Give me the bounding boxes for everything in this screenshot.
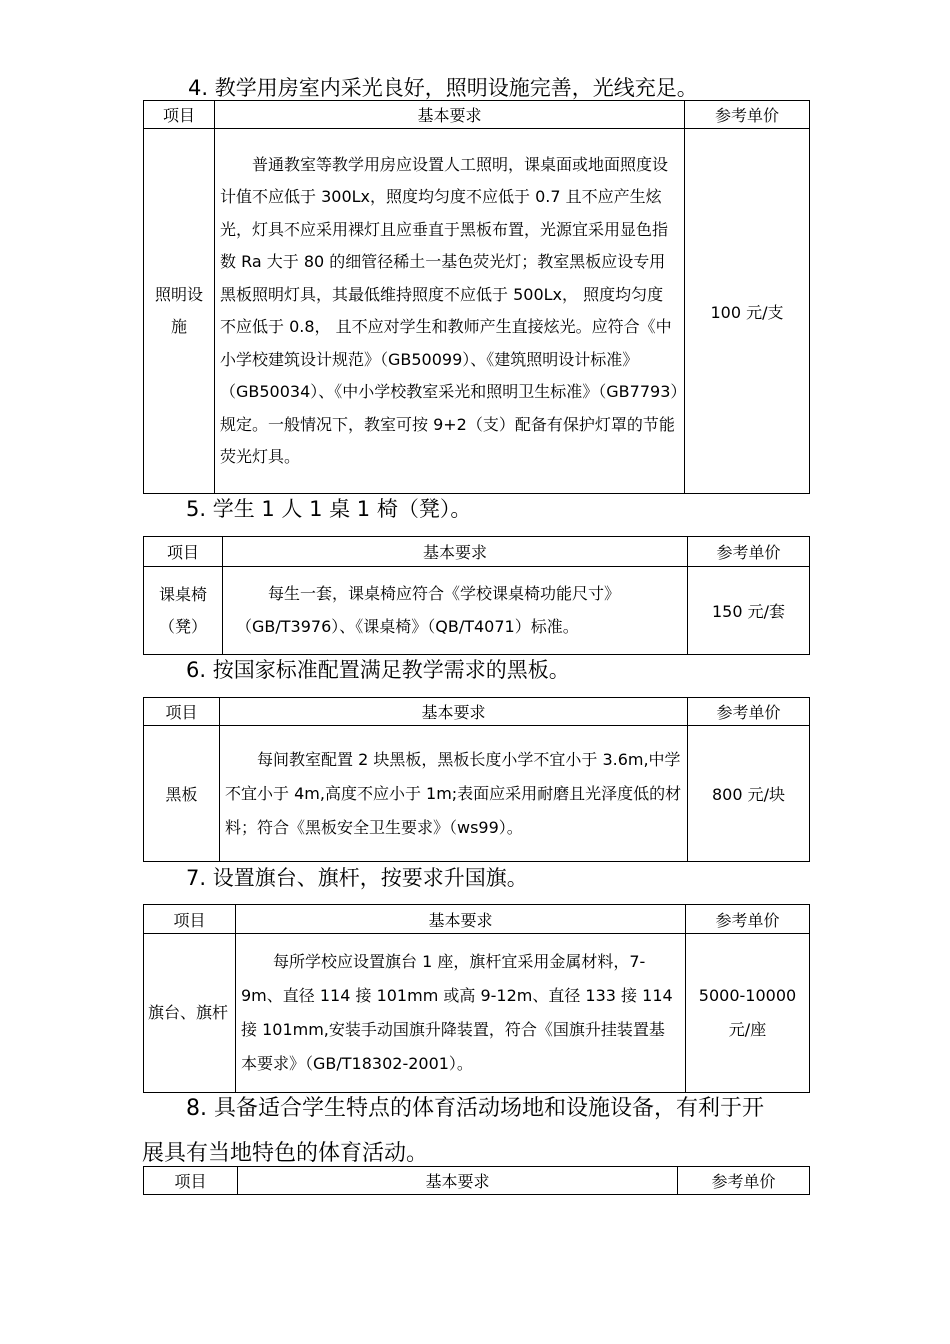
- header-item: 项目: [144, 537, 223, 567]
- row-item: 照明设施: [144, 129, 215, 494]
- row-requirement: 每生一套，课桌椅应符合《学校课桌椅功能尺寸》（GB/T3976）、《课桌椅》（QB/T4071）标准。: [223, 567, 688, 655]
- header-price: 参考单价: [685, 101, 810, 129]
- sports-table: [143, 1166, 810, 1195]
- row-requirement: 每所学校应设置旗台 1 座，旗杆宜采用金属材料，7-9m、直径 114 接 101mm 或高 9-12m、直径 133 接 114 接 101mm,安装手动国旗升降装置，符合《国旗升挂装置基本要求》（GB/T18302-2001）。: [236, 934, 686, 1093]
- row-item: 课桌椅（凳）: [144, 567, 223, 655]
- row-item: 黑板: [144, 726, 220, 862]
- flag-table: [143, 904, 810, 1093]
- section-8-heading-line2: 展具有当地特色的体育活动。: [142, 1141, 429, 1166]
- section-8-heading-line1: 8. 具备适合学生特点的体育活动场地和设施设备，有利于开: [186, 1096, 764, 1121]
- row-item: 旗台、旗杆: [144, 934, 236, 1093]
- row-price: 100 元/支: [685, 129, 810, 494]
- header-requirement: 基本要求: [238, 1167, 678, 1195]
- lighting-table: [143, 100, 810, 494]
- header-requirement: 基本要求: [220, 698, 688, 726]
- row-requirement: 普通教室等教学用房应设置人工照明，课桌面或地面照度设计值不应低于 300Lx，照度均匀度不应低于 0.7 且不应产生炫光，灯具不应采用裸灯且应垂直于黑板布置，光源宜采用显色指数 Ra 大于 80 的细管径稀土一基色荧光灯；教室黑板应设专用黑板照明灯具，其最低维持照度不应低于 500Lx， 照度均匀度不应低于 0.8， 且不应对学生和教师产生直接炫光。应符合《中小学校建筑设计规范》（GB50099）、《建筑照明设计标准》（GB50034）、《中小学校教室采光和照明卫生标准》（GB7793）规定。一般情况下，教室可按 9+2（支）配备有保护灯罩的节能荧光灯具。: [215, 129, 685, 494]
- header-price: 参考单价: [688, 537, 810, 567]
- header-item: 项目: [144, 698, 220, 726]
- header-price: 参考单价: [678, 1167, 810, 1195]
- header-item: 项目: [144, 101, 215, 129]
- row-requirement: 每间教室配置 2 块黑板，黑板长度小学不宜小于 3.6m,中学不宜小于 4m,高度不应小于 1m;表面应采用耐磨且光泽度低的材料；符合《黑板安全卫生要求》（ws99）。: [220, 726, 688, 862]
- row-price: 150 元/套: [688, 567, 810, 655]
- header-requirement: 基本要求: [223, 537, 688, 567]
- section-6-heading: 6. 按国家标准配置满足教学需求的黑板。: [186, 658, 570, 682]
- row-price: 5000-10000 元/座: [686, 934, 810, 1093]
- blackboard-table: [143, 697, 810, 862]
- section-5-heading: 5. 学生 1 人 1 桌 1 椅（凳）。: [186, 497, 472, 521]
- row-price: 800 元/块: [688, 726, 810, 862]
- header-item: 项目: [144, 1167, 238, 1195]
- header-price: 参考单价: [688, 698, 810, 726]
- desk-chair-table: [143, 536, 810, 655]
- section-4-heading: 4. 教学用房室内采光良好，照明设施完善，光线充足。: [188, 76, 698, 100]
- header-item: 项目: [144, 905, 236, 934]
- header-requirement: 基本要求: [236, 905, 686, 934]
- header-price: 参考单价: [686, 905, 810, 934]
- section-7-heading: 7. 设置旗台、旗杆，按要求升国旗。: [186, 866, 528, 890]
- header-requirement: 基本要求: [215, 101, 685, 129]
